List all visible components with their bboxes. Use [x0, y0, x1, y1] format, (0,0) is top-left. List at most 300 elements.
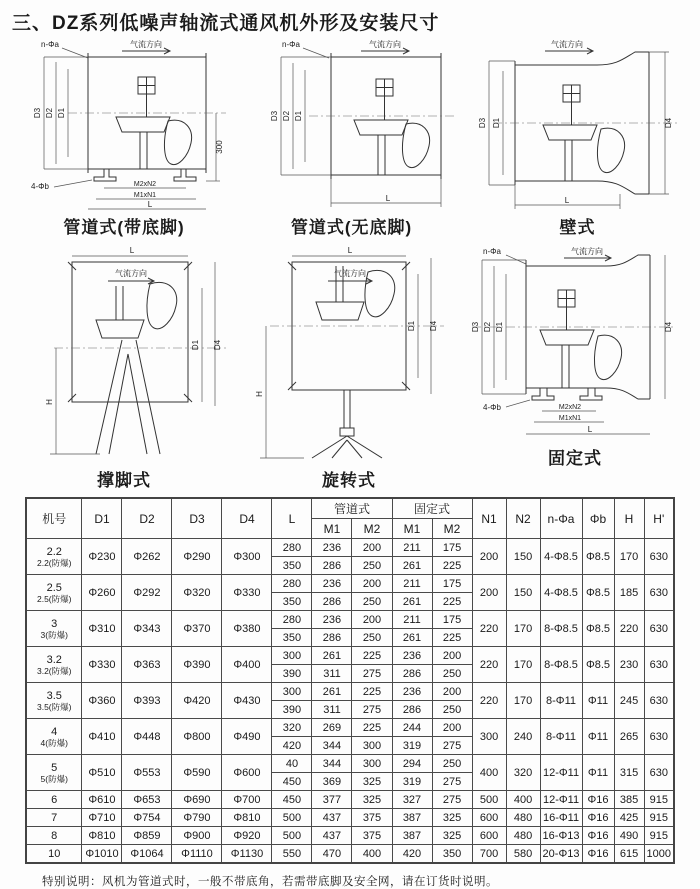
fixed-m1-cell: 261	[392, 629, 432, 647]
fixed-m2-cell: 275	[432, 791, 472, 809]
l-cell: 280	[272, 539, 312, 557]
fixed-m2-cell: 175	[432, 575, 472, 593]
duct-m2-cell: 325	[352, 773, 392, 791]
col-header-d1: D1	[82, 498, 122, 539]
fan-drawing-rotary	[244, 244, 454, 466]
l-cell: 350	[272, 629, 312, 647]
duct-m1-cell: 311	[312, 665, 352, 683]
col-header-n2: N2	[506, 498, 540, 539]
l-dim-label: L	[147, 200, 153, 209]
diagram-wall-type	[465, 37, 690, 238]
h-prime-cell: 630	[644, 647, 674, 683]
n1-cell: 600	[472, 827, 506, 845]
m2n2-dim-label: M2xN2	[133, 181, 157, 188]
n1-cell: 600	[472, 809, 506, 827]
duct-m1-cell: 344	[312, 737, 352, 755]
d3-cell: Φ900	[172, 827, 222, 845]
n1-cell: 200	[472, 575, 506, 611]
airflow-direction-label: 气流方向	[368, 40, 401, 49]
table-row	[26, 809, 674, 827]
caption-duct-no-feet: 管道式(无底脚)	[290, 218, 413, 237]
col-header-n-phi-a: n-Φa	[540, 498, 582, 539]
fan-drawing-duct-with-feet	[10, 37, 238, 213]
phi-b-cell: Φ8.5	[582, 575, 614, 611]
d3-dim-label: D3	[471, 321, 480, 333]
caption-support-leg: 撑脚式	[97, 471, 151, 490]
m2n2-dim-label: M2xN2	[558, 404, 582, 411]
diagram-fixed-type	[460, 244, 690, 469]
d2-cell: Φ292	[122, 575, 172, 611]
fixed-m2-cell: 250	[432, 665, 472, 683]
d4-dim-label: D4	[213, 339, 222, 351]
n2-cell: 240	[506, 719, 540, 755]
fan-drawing-duct-no-feet	[243, 37, 461, 213]
fixed-m2-cell: 275	[432, 773, 472, 791]
model-cell	[26, 611, 82, 647]
h-prime-cell: 915	[644, 791, 674, 809]
col-header-l: L	[272, 498, 312, 539]
d2-cell: Φ393	[122, 683, 172, 719]
col-header-fixed-type: 固定式	[392, 498, 472, 519]
d2-cell: Φ448	[122, 719, 172, 755]
phi-b-cell: Φ16	[582, 791, 614, 809]
bolt-holes-label: n-Φa	[483, 247, 501, 256]
fixed-m1-cell: 387	[392, 827, 432, 845]
fixed-m2-cell: 225	[432, 629, 472, 647]
duct-m2-cell: 250	[352, 593, 392, 611]
duct-m1-cell: 437	[312, 827, 352, 845]
fixed-m2-cell: 325	[432, 809, 472, 827]
fan-drawing-fixed-type	[460, 244, 690, 444]
l-cell: 420	[272, 737, 312, 755]
n2-cell: 170	[506, 647, 540, 683]
fixed-m2-cell: 250	[432, 755, 472, 773]
h-cell: 490	[614, 827, 644, 845]
d1-dim-label: D1	[293, 110, 303, 122]
n-phi-a-cell: 16-Φ11	[540, 809, 582, 827]
d3-dim-label: D3	[478, 117, 487, 129]
d3-cell: Φ800	[172, 719, 222, 755]
model-number-label: 3.5	[46, 689, 62, 702]
d2-cell: Φ653	[122, 791, 172, 809]
h-prime-cell: 915	[644, 809, 674, 827]
l-dim-label: L	[385, 194, 390, 203]
diagram-row-1	[10, 37, 690, 238]
dimension-table	[25, 497, 675, 864]
d3-cell: Φ390	[172, 647, 222, 683]
d1-cell: Φ510	[82, 755, 122, 791]
n-phi-a-cell: 20-Φ13	[540, 845, 582, 864]
duct-m1-cell: 236	[312, 611, 352, 629]
fixed-m2-cell: 200	[432, 683, 472, 701]
l-cell: 500	[272, 827, 312, 845]
fixed-m1-cell: 327	[392, 791, 432, 809]
fan-blade	[365, 270, 395, 316]
model-number-label: 6	[51, 793, 58, 806]
phi-b-cell: Φ16	[582, 827, 614, 845]
d2-cell: Φ1064	[122, 845, 172, 864]
d3-cell: Φ290	[172, 539, 222, 575]
model-explosion-proof-label: 3(防爆)	[40, 629, 68, 640]
n1-cell: 220	[472, 647, 506, 683]
airflow-direction-label: 气流方向	[571, 247, 603, 256]
d3-dim-label: D3	[33, 107, 42, 119]
fixed-m1-cell: 236	[392, 647, 432, 665]
n1-cell: 220	[472, 611, 506, 647]
duct-m1-cell: 261	[312, 683, 352, 701]
fan-blade	[597, 128, 624, 172]
d4-cell: Φ380	[222, 611, 272, 647]
d2-cell: Φ262	[122, 539, 172, 575]
d3-cell: Φ590	[172, 755, 222, 791]
foot-holes-label: 4-Φb	[483, 403, 501, 412]
model-cell	[26, 647, 82, 683]
fixed-m2-cell: 175	[432, 539, 472, 557]
duct-m2-cell: 300	[352, 755, 392, 773]
duct-m1-cell: 261	[312, 647, 352, 665]
fan-drawing-wall-type	[465, 37, 690, 213]
fan-blade	[402, 123, 429, 167]
table-row	[26, 827, 674, 845]
footnote: 特别说明：风机为管道式时，一般不带底角，若需带底脚及安全网，请在订货时说明。	[42, 876, 498, 888]
caption-fixed-type: 固定式	[548, 449, 602, 468]
spec-table-body	[26, 539, 674, 864]
table-row	[26, 755, 674, 773]
m1n1-dim-label: M1xN1	[558, 415, 582, 422]
d2-cell: Φ754	[122, 809, 172, 827]
fixed-m1-cell: 261	[392, 593, 432, 611]
model-cell	[26, 719, 82, 755]
n2-cell: 150	[506, 575, 540, 611]
airflow-direction-label: 气流方向	[130, 40, 162, 49]
duct-m1-cell: 286	[312, 593, 352, 611]
h-cell: 230	[614, 647, 644, 683]
duct-m2-cell: 400	[352, 845, 392, 864]
h-cell: 425	[614, 809, 644, 827]
h-prime-cell: 630	[644, 575, 674, 611]
model-explosion-proof-label: 2.2(防爆)	[36, 557, 72, 568]
fan-drawing-support-leg	[10, 244, 238, 466]
fan-blade	[164, 120, 191, 164]
model-number-label: 2.5	[46, 581, 62, 594]
h-cell: 245	[614, 683, 644, 719]
col-header-d4: D4	[222, 498, 272, 539]
l-cell: 280	[272, 611, 312, 629]
h-prime-cell: 915	[644, 827, 674, 845]
model-number-label: 10	[48, 847, 61, 860]
col-header-fixed-m2: M2	[432, 519, 472, 539]
d4-cell: Φ1130	[222, 845, 272, 864]
d3-cell: Φ370	[172, 611, 222, 647]
n-phi-a-cell: 16-Φ13	[540, 827, 582, 845]
d3-dim-label: D3	[269, 110, 279, 122]
fixed-m2-cell: 275	[432, 737, 472, 755]
h-dim-label: H	[45, 399, 54, 405]
h-prime-cell: 1000	[644, 845, 674, 864]
foot-holes-label: 4-Φb	[31, 182, 49, 191]
d4-dim-label: D4	[429, 320, 438, 332]
d1-dim-label: D1	[191, 339, 200, 351]
fixed-m1-cell: 387	[392, 809, 432, 827]
phi-b-cell: Φ16	[582, 845, 614, 864]
d1-cell: Φ410	[82, 719, 122, 755]
m1n1-dim-label: M1xN1	[133, 192, 157, 199]
model-explosion-proof-label: 2.5(防爆)	[36, 593, 72, 604]
col-header-duct-m1: M1	[312, 519, 352, 539]
model-explosion-proof-label: 3.5(防爆)	[36, 701, 72, 712]
d1-cell: Φ1010	[82, 845, 122, 864]
d4-cell: Φ490	[222, 719, 272, 755]
table-row	[26, 683, 674, 701]
duct-m2-cell: 375	[352, 827, 392, 845]
model-cell	[26, 755, 82, 791]
phi-b-cell: Φ11	[582, 755, 614, 791]
l-dim-label: L	[564, 196, 570, 205]
dim-300-label: 300	[215, 140, 224, 154]
d2-cell: Φ553	[122, 755, 172, 791]
diagram-support-leg	[10, 244, 238, 491]
diagram-rotary	[244, 244, 454, 491]
model-explosion-proof-label: 5(防爆)	[40, 773, 68, 784]
bolt-holes-label: n-Φa	[281, 40, 300, 49]
model-cell	[26, 809, 82, 827]
d1-cell: Φ260	[82, 575, 122, 611]
bolt-holes-label: n-Φa	[41, 40, 59, 49]
fixed-m1-cell: 244	[392, 719, 432, 737]
l-cell: 40	[272, 755, 312, 773]
table-header	[26, 498, 674, 539]
page-title: 三、DZ系列低噪声轴流式通风机外形及安装尺寸	[12, 13, 440, 34]
d3-cell: Φ690	[172, 791, 222, 809]
model-number-label: 5	[51, 761, 58, 774]
n1-cell: 300	[472, 719, 506, 755]
d2-dim-label: D2	[483, 321, 492, 333]
phi-b-cell: Φ11	[582, 719, 614, 755]
duct-m2-cell: 250	[352, 557, 392, 575]
diagram-duct-no-feet	[243, 37, 461, 238]
d1-dim-label: D1	[492, 117, 501, 129]
h-cell: 615	[614, 845, 644, 864]
duct-m1-cell: 470	[312, 845, 352, 864]
fixed-m1-cell: 286	[392, 701, 432, 719]
d2-dim-label: D2	[45, 107, 54, 119]
caption-wall-type: 壁式	[559, 218, 596, 237]
n2-cell: 320	[506, 755, 540, 791]
h-prime-cell: 630	[644, 719, 674, 755]
l-cell: 350	[272, 557, 312, 575]
col-header-phi-b: Φb	[582, 498, 614, 539]
duct-m2-cell: 200	[352, 539, 392, 557]
n1-cell: 400	[472, 755, 506, 791]
col-header-d3: D3	[172, 498, 222, 539]
h-cell: 170	[614, 539, 644, 575]
n-phi-a-cell: 4-Φ8.5	[540, 539, 582, 575]
col-header-h: H	[614, 498, 644, 539]
fixed-m1-cell: 211	[392, 539, 432, 557]
h-cell: 220	[614, 611, 644, 647]
d4-cell: Φ600	[222, 755, 272, 791]
model-number-label: 4	[51, 725, 58, 738]
model-cell	[26, 683, 82, 719]
duct-m1-cell: 236	[312, 539, 352, 557]
n2-cell: 170	[506, 611, 540, 647]
n1-cell: 700	[472, 845, 506, 864]
d3-cell: Φ420	[172, 683, 222, 719]
model-number-label: 3	[51, 617, 58, 630]
l-cell: 390	[272, 665, 312, 683]
d3-cell: Φ790	[172, 809, 222, 827]
table-row	[26, 791, 674, 809]
h-cell: 265	[614, 719, 644, 755]
h-prime-cell: 630	[644, 683, 674, 719]
table-row	[26, 611, 674, 629]
h-prime-cell: 630	[644, 755, 674, 791]
d1-dim-label: D1	[407, 320, 416, 332]
table-row	[26, 575, 674, 593]
col-header-duct-m2: M2	[352, 519, 392, 539]
caption-rotary: 旋转式	[322, 471, 376, 490]
duct-m2-cell: 300	[352, 737, 392, 755]
h-dim-label: H	[255, 391, 264, 397]
n-phi-a-cell: 8-Φ11	[540, 719, 582, 755]
model-cell	[26, 575, 82, 611]
fixed-m1-cell: 319	[392, 773, 432, 791]
l-cell: 450	[272, 773, 312, 791]
table-row	[26, 719, 674, 737]
n2-cell: 170	[506, 683, 540, 719]
table-row	[26, 539, 674, 557]
d1-dim-label: D1	[495, 321, 504, 333]
duct-m2-cell: 200	[352, 575, 392, 593]
d2-cell: Φ859	[122, 827, 172, 845]
d4-cell: Φ400	[222, 647, 272, 683]
d4-cell: Φ920	[222, 827, 272, 845]
col-header-n1: N1	[472, 498, 506, 539]
phi-b-cell: Φ8.5	[582, 611, 614, 647]
col-header-fixed-m1: M1	[392, 519, 432, 539]
fixed-m2-cell: 200	[432, 719, 472, 737]
d1-cell: Φ710	[82, 809, 122, 827]
model-explosion-proof-label: 3.2(防爆)	[36, 665, 72, 676]
fixed-m1-cell: 211	[392, 575, 432, 593]
fixed-m1-cell: 420	[392, 845, 432, 864]
phi-b-cell: Φ8.5	[582, 539, 614, 575]
d4-dim-label: D4	[664, 321, 673, 333]
d2-cell: Φ343	[122, 611, 172, 647]
model-cell	[26, 791, 82, 809]
fixed-m2-cell: 175	[432, 611, 472, 629]
fixed-m1-cell: 211	[392, 611, 432, 629]
fan-blade	[147, 282, 177, 328]
n2-cell: 400	[506, 791, 540, 809]
phi-b-cell: Φ8.5	[582, 647, 614, 683]
d1-cell: Φ610	[82, 791, 122, 809]
col-header-h-prime: H'	[644, 498, 674, 539]
l-cell: 550	[272, 845, 312, 864]
n2-cell: 480	[506, 827, 540, 845]
n2-cell: 580	[506, 845, 540, 864]
d1-dim-label: D1	[57, 107, 66, 119]
table-row	[26, 647, 674, 665]
col-header-model: 机号	[26, 498, 82, 539]
model-cell	[26, 539, 82, 575]
diagram-row-2	[10, 244, 690, 491]
d4-dim-label: D4	[664, 117, 673, 129]
l-cell: 500	[272, 809, 312, 827]
h-prime-cell: 630	[644, 539, 674, 575]
duct-m1-cell: 286	[312, 629, 352, 647]
fixed-m1-cell: 319	[392, 737, 432, 755]
d1-cell: Φ310	[82, 611, 122, 647]
duct-m2-cell: 225	[352, 647, 392, 665]
l-cell: 300	[272, 647, 312, 665]
fan-blade	[594, 335, 621, 379]
model-number-label: 3.2	[46, 653, 62, 666]
table-row	[26, 845, 674, 864]
d2-dim-label: D2	[281, 110, 291, 122]
airflow-direction-label: 气流方向	[551, 40, 583, 49]
d4-cell: Φ300	[222, 539, 272, 575]
col-header-duct-type: 管道式	[312, 498, 392, 519]
d3-cell: Φ320	[172, 575, 222, 611]
duct-m2-cell: 275	[352, 665, 392, 683]
airflow-direction-label: 气流方向	[115, 269, 147, 278]
n2-cell: 480	[506, 809, 540, 827]
duct-m2-cell: 250	[352, 629, 392, 647]
model-cell	[26, 827, 82, 845]
model-number-label: 7	[51, 811, 58, 824]
n2-cell: 150	[506, 539, 540, 575]
n-phi-a-cell: 8-Φ11	[540, 683, 582, 719]
d1-cell: Φ230	[82, 539, 122, 575]
duct-m2-cell: 325	[352, 791, 392, 809]
duct-m2-cell: 275	[352, 701, 392, 719]
duct-m1-cell: 437	[312, 809, 352, 827]
d4-cell: Φ430	[222, 683, 272, 719]
fixed-m2-cell: 250	[432, 701, 472, 719]
model-explosion-proof-label: 4(防爆)	[40, 737, 68, 748]
duct-m2-cell: 375	[352, 809, 392, 827]
duct-m1-cell: 344	[312, 755, 352, 773]
fixed-m2-cell: 350	[432, 845, 472, 864]
fixed-m2-cell: 225	[432, 593, 472, 611]
d3-cell: Φ1110	[172, 845, 222, 864]
phi-b-cell: Φ11	[582, 683, 614, 719]
duct-m1-cell: 236	[312, 575, 352, 593]
fixed-m1-cell: 286	[392, 665, 432, 683]
l-cell: 280	[272, 575, 312, 593]
h-prime-cell: 630	[644, 611, 674, 647]
l-dim-label: L	[347, 246, 353, 255]
d1-cell: Φ330	[82, 647, 122, 683]
d2-cell: Φ363	[122, 647, 172, 683]
h-cell: 385	[614, 791, 644, 809]
model-cell	[26, 845, 82, 864]
duct-m2-cell: 225	[352, 719, 392, 737]
duct-m1-cell: 286	[312, 557, 352, 575]
duct-m2-cell: 200	[352, 611, 392, 629]
fixed-m1-cell: 261	[392, 557, 432, 575]
d4-cell: Φ330	[222, 575, 272, 611]
duct-m1-cell: 269	[312, 719, 352, 737]
model-number-label: 2.2	[46, 545, 62, 558]
fixed-m2-cell: 225	[432, 557, 472, 575]
airflow-direction-label: 气流方向	[334, 269, 366, 278]
d4-cell: Φ810	[222, 809, 272, 827]
duct-m2-cell: 225	[352, 683, 392, 701]
d1-cell: Φ360	[82, 683, 122, 719]
model-number-label: 8	[51, 829, 58, 842]
